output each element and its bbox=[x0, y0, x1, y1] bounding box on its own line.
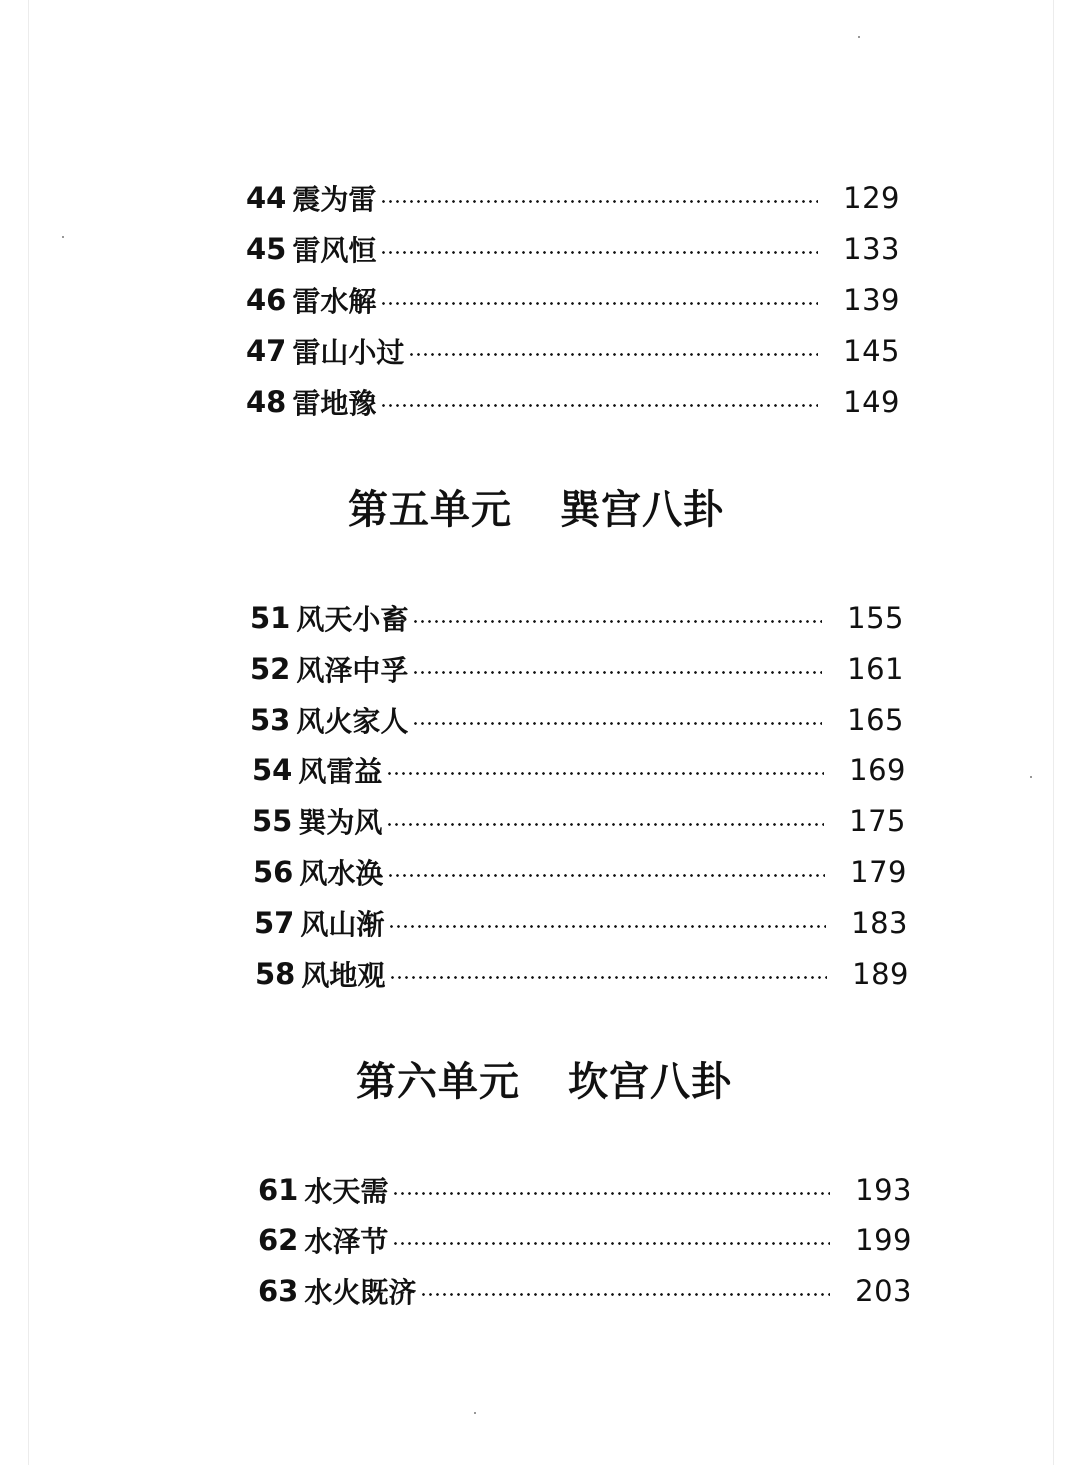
entry-number: 52 bbox=[250, 652, 291, 686]
section-heading bbox=[348, 478, 724, 534]
scan-speck bbox=[858, 36, 860, 38]
entry-title: 雷水解 bbox=[292, 285, 377, 318]
dot-leader bbox=[392, 1242, 830, 1245]
section-name: 巽宫八卦 bbox=[560, 486, 724, 533]
entry-page-number: 145 bbox=[843, 334, 900, 368]
dot-leader bbox=[380, 302, 818, 305]
toc-entry[interactable] bbox=[253, 852, 907, 892]
dot-leader bbox=[380, 200, 818, 203]
toc-entry[interactable] bbox=[246, 178, 900, 218]
dot-leader bbox=[412, 722, 822, 725]
toc-entry[interactable] bbox=[246, 229, 900, 269]
toc-entry[interactable] bbox=[250, 649, 904, 689]
entry-number: 45 bbox=[246, 232, 287, 266]
scan-speck bbox=[62, 236, 64, 238]
entry-number: 61 bbox=[258, 1173, 299, 1207]
entry-page-number: 183 bbox=[851, 906, 908, 940]
entry-page-number: 129 bbox=[843, 181, 900, 215]
toc-entry[interactable] bbox=[252, 750, 906, 790]
entry-page-number: 169 bbox=[849, 753, 906, 787]
entry-number: 53 bbox=[250, 703, 291, 737]
entry-page-number: 133 bbox=[843, 232, 900, 266]
entry-title: 雷地豫 bbox=[292, 387, 377, 420]
toc-entry[interactable] bbox=[254, 903, 908, 943]
toc-entry[interactable] bbox=[246, 382, 900, 422]
dot-leader bbox=[387, 874, 825, 877]
entry-page-number: 203 bbox=[855, 1274, 912, 1308]
entry-page-number: 139 bbox=[843, 283, 900, 317]
entry-title: 雷风恒 bbox=[292, 234, 377, 267]
entry-page-number: 193 bbox=[855, 1173, 912, 1207]
dot-leader bbox=[386, 823, 824, 826]
entry-number: 55 bbox=[252, 804, 293, 838]
entry-title: 风火家人 bbox=[296, 705, 409, 738]
entry-page-number: 175 bbox=[849, 804, 906, 838]
entry-page-number: 165 bbox=[847, 703, 904, 737]
section-unit-label: 第六单元 bbox=[356, 1058, 520, 1105]
dot-leader bbox=[412, 620, 822, 623]
dot-leader bbox=[392, 1192, 830, 1195]
toc-entry[interactable] bbox=[250, 598, 904, 638]
entry-number: 56 bbox=[253, 855, 294, 889]
entry-title: 雷山小过 bbox=[292, 336, 405, 369]
entry-page-number: 155 bbox=[847, 601, 904, 635]
section-heading bbox=[356, 1050, 732, 1106]
toc-entry[interactable] bbox=[258, 1220, 912, 1260]
entry-number: 58 bbox=[255, 957, 296, 991]
entry-title: 风泽中孚 bbox=[296, 654, 409, 687]
dot-leader bbox=[389, 976, 827, 979]
dot-leader bbox=[420, 1293, 830, 1296]
dot-leader bbox=[380, 251, 818, 254]
entry-title: 水火既济 bbox=[304, 1276, 417, 1309]
entry-title: 水天需 bbox=[304, 1175, 389, 1208]
entry-page-number: 189 bbox=[852, 957, 909, 991]
entry-number: 44 bbox=[246, 181, 287, 215]
toc-entry[interactable] bbox=[250, 700, 904, 740]
entry-number: 54 bbox=[252, 753, 293, 787]
toc-entry[interactable] bbox=[246, 280, 900, 320]
entry-number: 51 bbox=[250, 601, 291, 635]
scan-speck bbox=[1030, 776, 1032, 778]
entry-number: 46 bbox=[246, 283, 287, 317]
toc-entry[interactable] bbox=[258, 1271, 912, 1311]
entry-title: 风水涣 bbox=[299, 857, 384, 890]
entry-page-number: 199 bbox=[855, 1223, 912, 1257]
toc-entry[interactable] bbox=[252, 801, 906, 841]
section-name: 坎宫八卦 bbox=[568, 1058, 732, 1105]
entry-page-number: 161 bbox=[847, 652, 904, 686]
entry-number: 63 bbox=[258, 1274, 299, 1308]
entry-page-number: 179 bbox=[850, 855, 907, 889]
section-unit-label: 第五单元 bbox=[348, 486, 512, 533]
entry-title: 风地观 bbox=[301, 959, 386, 992]
entry-title: 震为雷 bbox=[292, 183, 377, 216]
entry-number: 62 bbox=[258, 1223, 299, 1257]
entry-title: 风雷益 bbox=[298, 755, 383, 788]
dot-leader bbox=[408, 353, 818, 356]
toc-entry[interactable] bbox=[258, 1170, 912, 1210]
dot-leader bbox=[386, 772, 824, 775]
entry-number: 47 bbox=[246, 334, 287, 368]
dot-leader bbox=[380, 404, 818, 407]
toc-entry[interactable] bbox=[246, 331, 900, 371]
dot-leader bbox=[388, 925, 826, 928]
entry-title: 风天小畜 bbox=[296, 603, 409, 636]
scan-speck bbox=[474, 1412, 476, 1414]
entry-number: 48 bbox=[246, 385, 287, 419]
toc-entry[interactable] bbox=[255, 954, 909, 994]
entry-number: 57 bbox=[254, 906, 295, 940]
entry-title: 巽为风 bbox=[298, 806, 383, 839]
entry-title: 水泽节 bbox=[304, 1225, 389, 1258]
entry-title: 风山渐 bbox=[300, 908, 385, 941]
dot-leader bbox=[412, 671, 822, 674]
entry-page-number: 149 bbox=[843, 385, 900, 419]
